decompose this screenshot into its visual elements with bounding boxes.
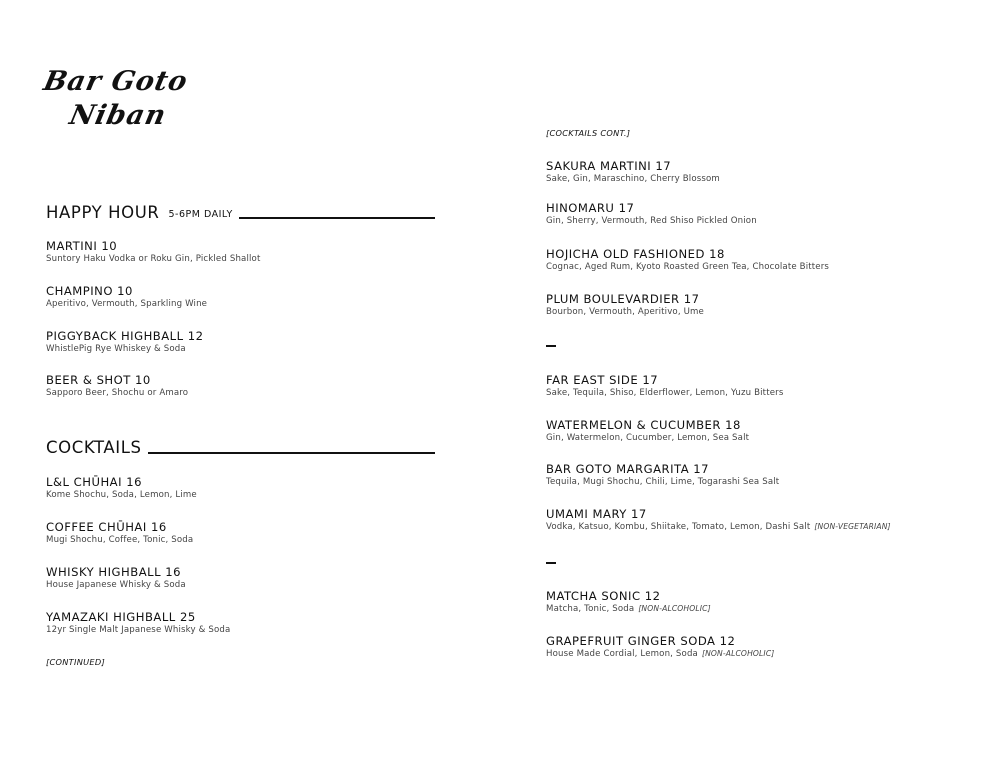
menu-item-whisky-highball (46, 565, 186, 591)
menu-item-desc: Mugi Shochu, Coffee, Tonic, Soda (46, 535, 194, 545)
menu-item-desc: Aperitivo, Vermouth, Sparkling Wine (46, 299, 208, 309)
menu-item-desc (546, 648, 774, 660)
non-alcoholic-note: [NON-ALCOHOLIC] (638, 604, 711, 613)
logo-line-1: Bar Goto (40, 66, 191, 97)
menu-item-desc: WhistlePig Rye Whiskey & Soda (46, 344, 186, 354)
menu-item-desc (546, 521, 891, 533)
happy-hour-title: HAPPY HOUR (46, 203, 160, 222)
menu-item-yamazaki-highball (46, 610, 230, 636)
menu-item-coffee-chuhai (46, 520, 193, 546)
non-vegetarian-note: [NON-VEGETARIAN] (814, 522, 891, 531)
menu-item-plum-boulevardier (546, 292, 704, 318)
cocktails-cont-label: [COCKTAILS CONT.] (546, 128, 631, 138)
menu-item-desc: House Japanese Whisky & Soda (46, 580, 186, 590)
menu-item-beer-and-shot (46, 373, 188, 399)
menu-item-desc: Suntory Haku Vodka or Roku Gin, Pickled Shallot (46, 254, 261, 264)
continued-note: [CONTINUED] (46, 657, 105, 667)
cocktails-rule (148, 452, 435, 454)
menu-item-desc: Sake, Tequila, Shiso, Elderflower, Lemon, Yuzu Bitters (546, 388, 784, 398)
non-alcoholic-note: [NON-ALCOHOLIC] (701, 649, 775, 658)
menu-item-watermelon-cucumber (546, 418, 749, 444)
menu-item-name: FAR EAST SIDE 17 (546, 373, 659, 387)
menu-item-grapefruit-ginger-soda (546, 634, 774, 660)
menu-item-desc-text: House Made Cordial, Lemon, Soda (546, 649, 698, 659)
section-divider-dash (546, 562, 556, 564)
menu-item-desc-text: Vodka, Katsuo, Kombu, Shiitake, Tomato, Lemon, Dashi Salt (546, 522, 811, 532)
cocktails-title: COCKTAILS (46, 438, 142, 457)
menu-item-name: WHISKY HIGHBALL 16 (46, 565, 181, 579)
menu-item-desc: Gin, Sherry, Vermouth, Red Shiso Pickled Onion (546, 216, 757, 226)
menu-item-name: PLUM BOULEVARDIER 17 (546, 292, 700, 306)
menu-item-hinomaru (546, 201, 757, 227)
menu-item-name: YAMAZAKI HIGHBALL 25 (46, 610, 196, 624)
menu-item-name: PIGGYBACK HIGHBALL 12 (46, 329, 204, 343)
menu-item-name: L&L CHŪHAI 16 (46, 475, 142, 489)
menu-item-name: GRAPEFRUIT GINGER SODA 12 (546, 634, 736, 648)
menu-item-name: HOJICHA OLD FASHIONED 18 (546, 247, 725, 261)
menu-item-desc: 12yr Single Malt Japanese Whisky & Soda (46, 625, 231, 635)
menu-item-far-east-side (546, 373, 783, 399)
menu-item-champino (46, 284, 207, 310)
logo-line-2: Niban (66, 100, 170, 131)
menu-item-desc: Kome Shochu, Soda, Lemon, Lime (46, 490, 197, 500)
menu-item-desc: Tequila, Mugi Shochu, Chili, Lime, Togarashi Sea Salt (546, 477, 780, 487)
menu-item-umami-mary (546, 507, 891, 533)
menu-item-desc: Sake, Gin, Maraschino, Cherry Blossom (546, 174, 720, 184)
menu-item-name: BEER & SHOT 10 (46, 373, 151, 387)
menu-item-name: CHAMPINO 10 (46, 284, 133, 298)
menu-item-desc (546, 603, 711, 615)
menu-item-desc: Bourbon, Vermouth, Aperitivo, Ume (546, 307, 704, 317)
menu-item-desc: Gin, Watermelon, Cucumber, Lemon, Sea Salt (546, 433, 750, 443)
happy-hour-heading (46, 203, 435, 222)
menu-item-matcha-sonic (546, 589, 711, 615)
menu-item-name: HINOMARU 17 (546, 201, 635, 215)
menu-item-sakura-martini (546, 159, 720, 185)
happy-hour-rule (239, 217, 435, 219)
happy-hour-subtitle: 5-6PM DAILY (168, 209, 233, 220)
menu-item-name: MARTINI 10 (46, 239, 118, 253)
menu-item-desc: Sapporo Beer, Shochu or Amaro (46, 388, 189, 398)
menu-item-desc: Cognac, Aged Rum, Kyoto Roasted Green Tea, Chocolate Bitters (546, 262, 830, 272)
menu-item-desc-text: Matcha, Tonic, Soda (546, 604, 635, 614)
menu-item-name: MATCHA SONIC 12 (546, 589, 661, 603)
menu-item-piggyback-highball (46, 329, 204, 355)
menu-item-name: BAR GOTO MARGARITA 17 (546, 462, 710, 476)
section-divider-dash (546, 345, 556, 347)
menu-item-name: SAKURA MARTINI 17 (546, 159, 672, 173)
cocktails-heading (46, 438, 435, 457)
menu-item-hojicha-old-fashioned (546, 247, 829, 273)
menu-item-ll-chuhai (46, 475, 197, 501)
menu-item-bar-goto-margarita (546, 462, 779, 488)
menu-item-martini (46, 239, 260, 265)
menu-item-name: WATERMELON & CUCUMBER 18 (546, 418, 741, 432)
menu-item-name: UMAMI MARY 17 (546, 507, 647, 521)
bar-goto-niban-logo (40, 62, 194, 137)
menu-item-name: COFFEE CHŪHAI 16 (46, 520, 167, 534)
